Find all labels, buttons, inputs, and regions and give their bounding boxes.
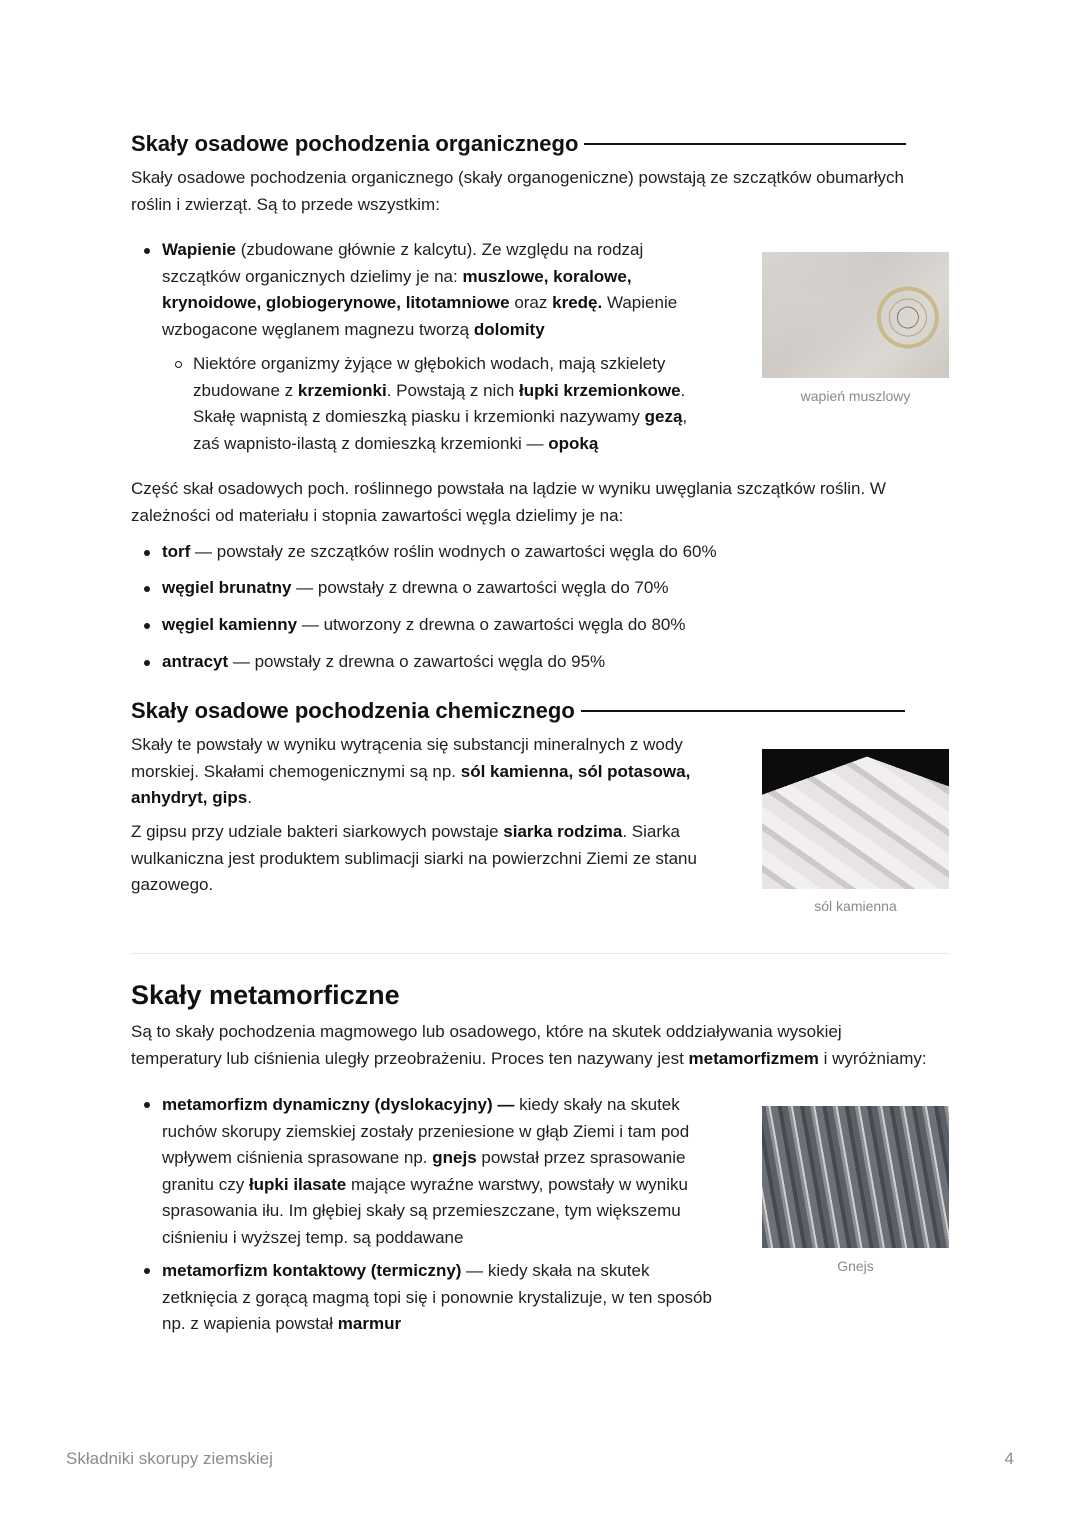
bullet-icon xyxy=(144,550,150,556)
list-item-limestone: Wapienie (zbudowane głównie z kalcytu). Ze względu na rodzaj szczątków organicznych dzielimy je na: muszlowe, koralowe, krynoidowe, globiogerynowe, litotamniowe oraz kredę. Wapienie wzbogacone węglanem magnezu tworzą dolomity xyxy=(162,240,678,339)
bullet-icon xyxy=(144,623,150,629)
figure-caption: sól kamienna xyxy=(814,898,897,914)
bullet-icon xyxy=(144,660,150,666)
coal-intro: Część skał osadowych poch. roślinnego powstała na lądzie w wyniku uwęglania szczątków roślin. W zależności od materiału i stopnia zawartości węgla dzielimy je na: xyxy=(131,479,886,525)
bullet-icon xyxy=(144,586,150,592)
list-item-contact-metamorphism: metamorfizm kontaktowy (termiczny) — kiedy skała na skutek zetknięcia z gorącą magmą topi się i ponownie krystalizuje, w ten sposób np. z wapienia powstał marmur xyxy=(162,1261,712,1333)
organic-intro: Skały osadowe pochodzenia organicznego (skały organogeniczne) powstają ze szczątków obumarłych roślin i zwierząt. Są to przede wszystkim: xyxy=(131,168,904,214)
figure-rock-salt xyxy=(762,749,949,914)
figure-limestone xyxy=(762,252,949,404)
limestone-photo xyxy=(762,252,949,378)
list-item-silica: Niektóre organizmy żyjące w głębokich wodach, mają szkielety zbudowane z krzemionki. Powstają z nich łupki krzemionkowe. Skałę wapnistą z domieszką piasku i krzemionki nazywamy gezą, zaś wapnisto-ilastą z domieszką krzemionki — opoką xyxy=(193,354,688,453)
list-item-coal xyxy=(162,575,862,602)
coal-term: torf xyxy=(162,542,191,561)
footer-page-number: 4 xyxy=(1004,1449,1014,1468)
heading-metamorphic-rocks: Skały metamorficzne xyxy=(131,980,400,1010)
hollow-bullet-icon xyxy=(175,361,182,368)
heading-rule xyxy=(581,710,905,712)
heading-text: Skały osadowe pochodzenia chemicznego xyxy=(131,698,575,723)
heading-chemical-rocks xyxy=(131,698,905,724)
coal-description: — powstały z drewna o zawartości węgla do 95% xyxy=(228,652,606,671)
heading-rule xyxy=(584,143,906,145)
chemical-paragraph-2: Z gipsu przy udziale bakteri siarkowych powstaje siarka rodzima. Siarka wulkaniczna jest produktem sublimacji siarki na powierzchni Ziemi ze stanu gazowego. xyxy=(131,822,697,894)
list-item-dynamic-metamorphism: metamorfizm dynamiczny (dyslokacyjny) — kiedy skały na skutek ruchów skorupy ziemskiej zostały przeniesione w głąb Ziemi i tam pod wpływem ciśnienia sprasowane np. gnejs powstał przez sprasowanie granitu czy łupki ilasate mające wyraźne warstwy, powstały w wyniku sprasowania iłu. Im głębiej skały są przemieszczane, tym większemu ciśnieniu i wyższej temp. są poddawane xyxy=(162,1095,690,1247)
coal-term: węgiel kamienny xyxy=(162,615,298,634)
coal-description: — utworzony z drewna o zawartości węgla do 80% xyxy=(297,615,686,634)
metamorphic-intro: Są to skały pochodzenia magmowego lub osadowego, które na skutek oddziaływania wysokiej temperatury lub ciśnienia uległy przeobrażeniu. Proces ten nazywany jest metamorfizmem i wyróżniamy: xyxy=(131,1022,927,1068)
figure-caption: wapień muszlowy xyxy=(800,388,911,404)
gneiss-photo xyxy=(762,1106,949,1248)
bullet-icon xyxy=(144,248,150,254)
heading-organic-rocks xyxy=(131,131,906,157)
bullet-icon xyxy=(144,1102,150,1108)
chemical-paragraph-1: Skały te powstały w wyniku wytrącenia się substancji mineralnych z wody morskiej. Skałami chemogenicznymi są np. sól kamienna, sól potasowa, anhydryt, gips. xyxy=(131,735,691,807)
figure-caption: Gnejs xyxy=(837,1258,874,1274)
heading-text: Skały osadowe pochodzenia organicznego xyxy=(131,131,579,156)
coal-description: — powstały ze szczątków roślin wodnych o zawartości węgla do 60% xyxy=(190,542,717,561)
list-item-coal xyxy=(162,649,862,676)
list-item-coal xyxy=(162,612,862,639)
coal-term: antracyt xyxy=(162,652,229,671)
figure-gneiss xyxy=(762,1106,949,1274)
section-divider xyxy=(131,953,949,954)
footer-document-title: Składniki skorupy ziemskiej xyxy=(66,1449,273,1468)
bullet-icon xyxy=(144,1268,150,1274)
list-item-coal xyxy=(162,539,862,566)
coal-term: węgiel brunatny xyxy=(162,578,292,597)
coal-description: — powstały z drewna o zawartości węgla do 70% xyxy=(291,578,669,597)
rock-salt-photo xyxy=(762,749,949,889)
